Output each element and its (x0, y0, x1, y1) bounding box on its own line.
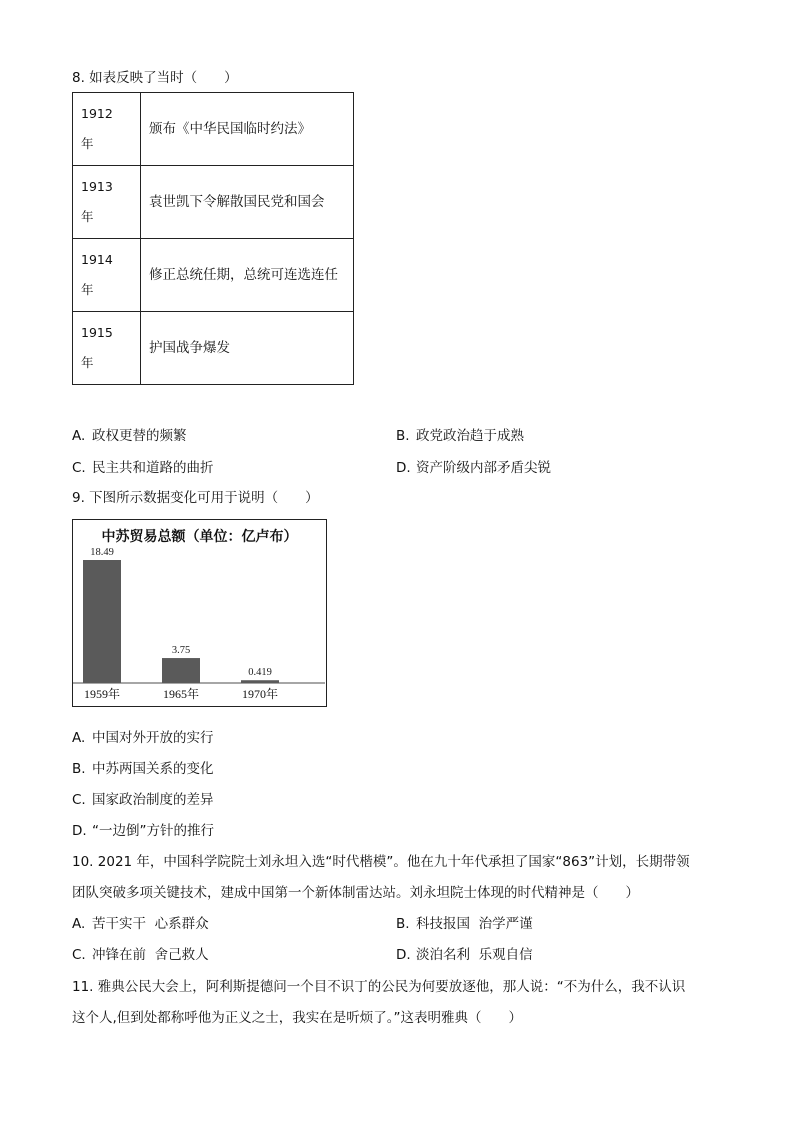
table-row (73, 312, 354, 385)
bar (162, 658, 200, 683)
q10-option-a[interactable]: A. 苦干实干 心系群众 (72, 916, 209, 932)
bar (241, 680, 279, 683)
event-cell: 修正总统任期，总统可连选连任 (141, 239, 354, 312)
event-cell: 颁布《中华民国临时约法》 (141, 93, 354, 166)
q8-table (72, 92, 354, 385)
q10-option-d[interactable]: D. 淡泊名利 乐观自信 (396, 947, 533, 963)
q9-option-c[interactable]: C. 国家政治制度的差异 (72, 792, 214, 808)
q8-option-c[interactable]: C. 民主共和道路的曲折 (72, 460, 214, 476)
q9-option-d[interactable]: D. “一边倒”方针的推行 (72, 823, 214, 839)
year-cell: 1913 年 (73, 166, 141, 239)
bar-value-label: 0.419 (248, 667, 272, 679)
q11-stem-line1: 11. 雅典公民大会上，阿利斯提德问一个目不识丁的公民为何要放逐他，那人说：“不为什么，我不认识 (72, 979, 686, 995)
year-cell: 1914 年 (73, 239, 141, 312)
q8-option-b[interactable]: B. 政党政治趋于成熟 (396, 428, 524, 444)
table-row (73, 239, 354, 312)
table-row (73, 93, 354, 166)
table-row (73, 166, 354, 239)
x-tick-label: 1970年 (241, 687, 279, 701)
q8-option-d[interactable]: D. 资产阶级内部矛盾尖锐 (396, 460, 551, 476)
bar-value-label: 18.49 (90, 547, 114, 558)
year-cell: 1915 年 (73, 312, 141, 385)
q8-option-a[interactable]: A. 政权更替的频繁 (72, 428, 187, 444)
q10-option-b[interactable]: B. 科技报国 治学严谨 (396, 916, 533, 932)
event-cell: 袁世凯下令解散国民党和国会 (141, 166, 354, 239)
chart-plot (73, 520, 325, 705)
q9-option-a[interactable]: A. 中国对外开放的实行 (72, 730, 214, 746)
q10-option-c[interactable]: C. 冲锋在前 舍己救人 (72, 947, 209, 963)
chart-title: 中苏贸易总额（单位：亿卢布） (101, 529, 298, 545)
trade-chart (72, 519, 327, 707)
q10-stem-line2: 团队突破多项关键技术，建成中国第一个新体制雷达站。刘永坦院士体现的时代精神是（ ） (72, 885, 639, 901)
year-cell: 1912 年 (73, 93, 141, 166)
q11-stem-line2: 这个人,但到处都称呼他为正义之士，我实在是听烦了。”这表明雅典（ ） (72, 1010, 523, 1026)
bar-value-label: 3.75 (171, 645, 191, 657)
q9-option-b[interactable]: B. 中苏两国关系的变化 (72, 761, 214, 777)
x-tick-label: 1959年 (83, 687, 121, 701)
event-cell: 护国战争爆发 (141, 312, 354, 385)
x-tick-label: 1965年 (162, 687, 200, 701)
bar (83, 560, 121, 683)
q9-stem: 9. 下图所示数据变化可用于说明（ ） (72, 490, 319, 506)
q10-stem-line1: 10. 2021 年，中国科学院院士刘永坦入选“时代楷模”。他在九十年代承担了国家“863”计划，长期带领 (72, 854, 690, 870)
q8-stem: 8. 如表反映了当时（ ） (72, 70, 238, 86)
